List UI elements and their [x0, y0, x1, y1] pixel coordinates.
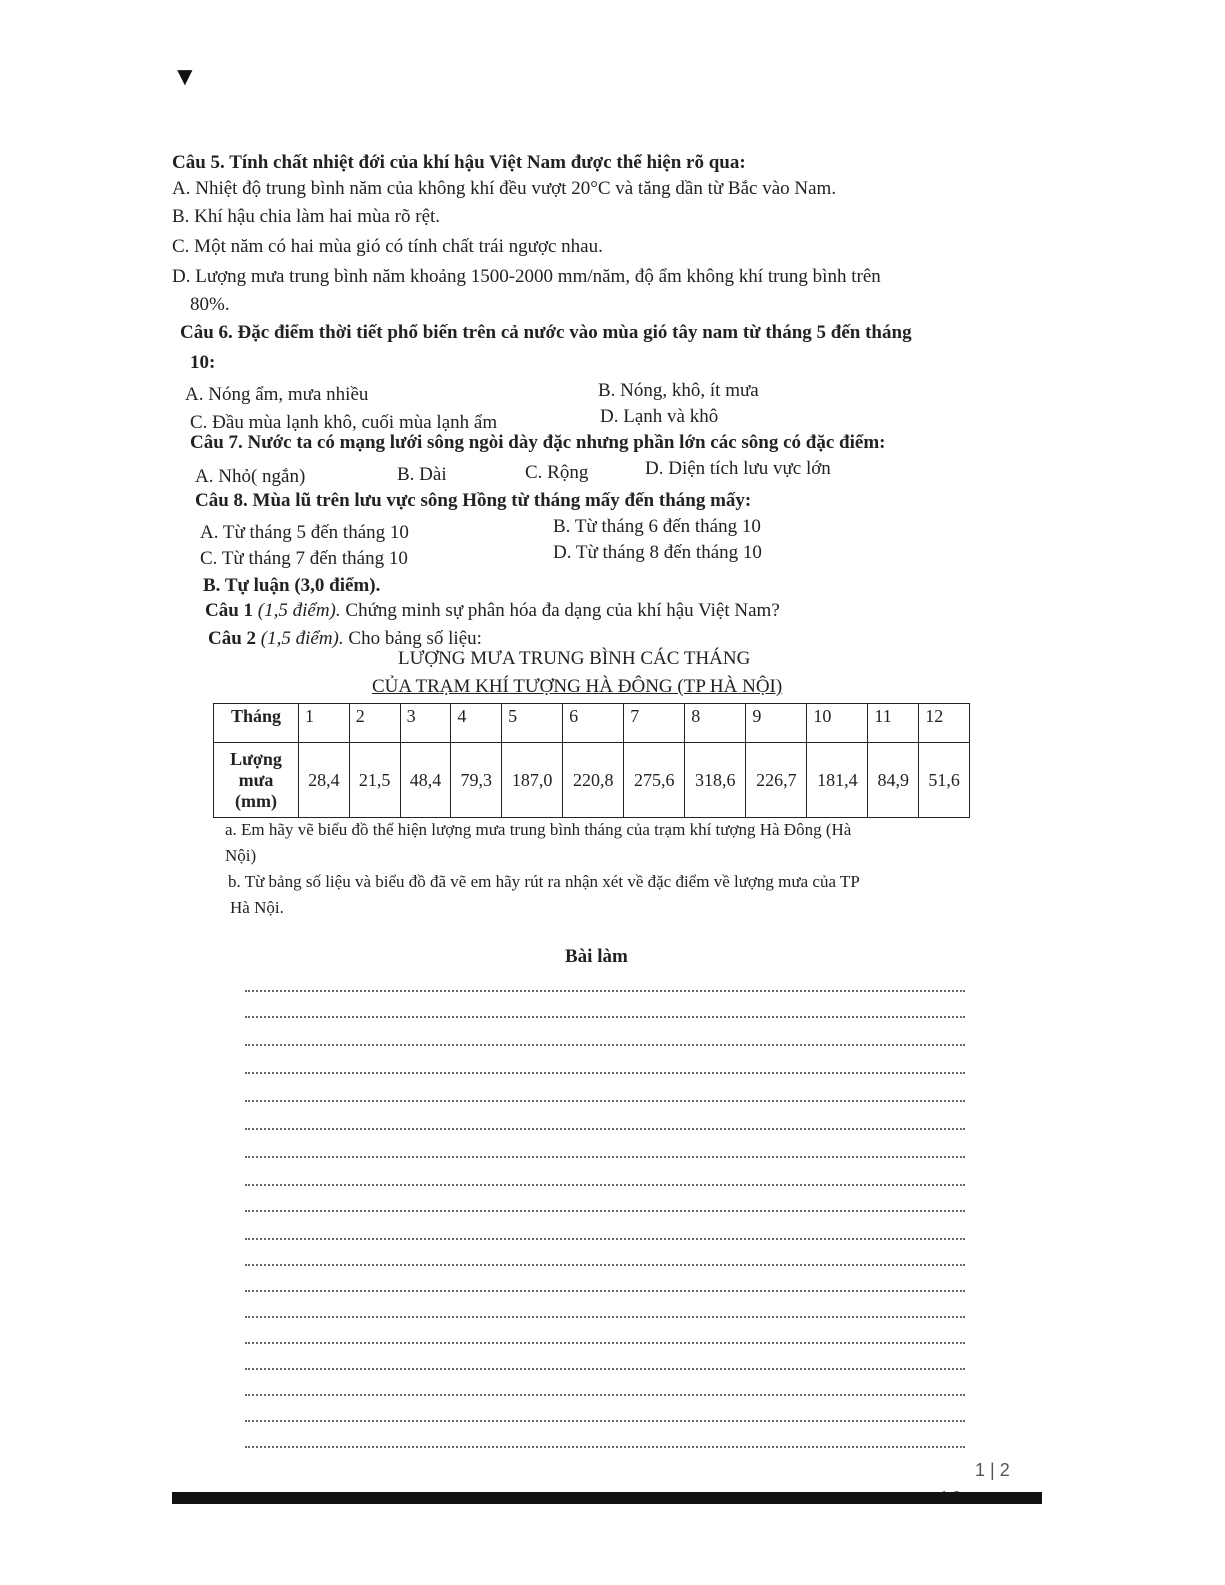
q5-option-a: A. Nhiệt độ trung bình năm của không khí đều vượt 20°C và tăng dần từ Bắc vào Nam.	[172, 178, 837, 199]
answer-line	[245, 1290, 965, 1292]
answer-line	[245, 1420, 965, 1422]
answer-line	[245, 1156, 965, 1158]
task-a-cont: Nội)	[225, 846, 257, 865]
rainfall-cell: 318,6	[685, 743, 746, 818]
rainfall-head-line-3: (mm)	[235, 790, 277, 811]
rainfall-cell: 226,7	[746, 743, 807, 818]
answer-line	[245, 1368, 965, 1370]
q5-option-b: B. Khí hậu chia làm hai mùa rõ rệt.	[172, 206, 441, 227]
rainfall-cell: 220,8	[563, 743, 624, 818]
essay-question-2	[208, 628, 482, 650]
rainfall-cell: 84,9	[868, 743, 919, 818]
rainfall-cell: 79,3	[451, 743, 502, 818]
rainfall-head-line-2: mưa	[238, 769, 274, 790]
table-row-months	[214, 704, 970, 743]
q8-option-a: A. Từ tháng 5 đến tháng 10	[200, 522, 409, 543]
month-cell: 2	[349, 704, 400, 743]
answer-line	[245, 1316, 965, 1318]
q6-option-a: A. Nóng ẩm, mưa nhiều	[185, 384, 369, 405]
q5-option-c: C. Một năm có hai mùa gió có tính chất trái ngược nhau.	[172, 236, 603, 257]
month-cell: 10	[807, 704, 868, 743]
essay-2-points: (1,5 điểm).	[260, 628, 344, 649]
q6-option-b: B. Nóng, khô, ít mưa	[598, 380, 759, 401]
answer-line	[245, 1184, 965, 1186]
bottom-scan-bar	[172, 1492, 1042, 1504]
q8-option-d: D. Từ tháng 8 đến tháng 10	[553, 542, 762, 563]
essay-1-label: Câu 1	[205, 600, 254, 621]
question-5: Câu 5. Tính chất nhiệt đới của khí hậu Việt Nam được thể hiện rõ qua:	[172, 152, 746, 173]
month-cell: 12	[919, 704, 970, 743]
question-6: Câu 6. Đặc điểm thời tiết phổ biến trên cả nước vào mùa gió tây nam từ tháng 5 đến tháng	[180, 322, 912, 343]
answer-line	[245, 1210, 965, 1212]
answer-line	[245, 1100, 965, 1102]
month-cell: 5	[502, 704, 563, 743]
essay-1-points: (1,5 điểm).	[257, 600, 341, 621]
task-b-cont: Hà Nội.	[230, 898, 284, 917]
answer-line	[245, 990, 965, 992]
table-header-rainfall	[214, 743, 299, 818]
table-title-line-2: CỦA TRẠM KHÍ TƯỢNG HÀ ĐÔNG (TP HÀ NỘI)	[372, 676, 783, 697]
page-number: 1 | 2	[975, 1460, 1010, 1480]
table-row-rainfall	[214, 743, 970, 818]
corner-mark: ▼	[172, 62, 198, 91]
month-cell: 11	[868, 704, 919, 743]
rainfall-table	[213, 703, 970, 818]
essay-2-text: Cho bảng số liệu:	[348, 628, 482, 649]
month-cell: 8	[685, 704, 746, 743]
rainfall-cell: 275,6	[624, 743, 685, 818]
month-cell: 7	[624, 704, 685, 743]
table-header-month: Tháng	[214, 704, 299, 743]
answer-line	[245, 1044, 965, 1046]
rainfall-head-line-1: Lượng	[230, 748, 282, 769]
answer-line	[245, 1342, 965, 1344]
month-cell: 3	[400, 704, 451, 743]
rainfall-cell: 187,0	[502, 743, 563, 818]
section-b-heading: B. Tự luận (3,0 điểm).	[203, 575, 381, 596]
q7-option-c: C. Rộng	[525, 462, 589, 483]
month-cell: 6	[563, 704, 624, 743]
rainfall-cell: 48,4	[400, 743, 451, 818]
q6-option-d: D. Lạnh và khô	[600, 406, 719, 427]
month-cell: 1	[299, 704, 350, 743]
answer-section-title: Bài làm	[565, 946, 628, 967]
month-cell: 9	[746, 704, 807, 743]
answer-line	[245, 1264, 965, 1266]
essay-2-label: Câu 2	[208, 628, 257, 649]
essay-1-text: Chứng minh sự phân hóa đa dạng của khí hậu Việt Nam?	[345, 600, 780, 621]
q5-option-d-cont: 80%.	[190, 294, 230, 315]
task-a: a. Em hãy vẽ biểu đồ thể hiện lượng mưa trung bình tháng của trạm khí tượng Hà Đông (Hà	[225, 820, 852, 839]
q7-option-a: A. Nhỏ( ngắn)	[195, 466, 306, 487]
rainfall-cell: 21,5	[349, 743, 400, 818]
rainfall-cell: 181,4	[807, 743, 868, 818]
task-b: b. Từ bảng số liệu và biểu đồ đã vẽ em hãy rút ra nhận xét về đặc điểm về lượng mưa của TP	[228, 872, 860, 891]
question-6-cont: 10:	[190, 352, 216, 373]
q6-option-c: C. Đầu mùa lạnh khô, cuối mùa lạnh ẩm	[190, 412, 498, 433]
answer-line	[245, 1446, 965, 1448]
answer-line	[245, 1394, 965, 1396]
q7-option-d: D. Diện tích lưu vực lớn	[645, 458, 831, 479]
answer-line	[245, 1072, 965, 1074]
rainfall-cell: 28,4	[299, 743, 350, 818]
q5-option-d: D. Lượng mưa trung bình năm khoảng 1500-2000 mm/năm, độ ẩm không khí trung bình trên	[172, 266, 881, 287]
rainfall-cell: 51,6	[919, 743, 970, 818]
answer-line	[245, 1238, 965, 1240]
q7-option-b: B. Dài	[397, 464, 447, 485]
question-7: Câu 7. Nước ta có mạng lưới sông ngòi dày đặc nhưng phần lớn các sông có đặc điểm:	[190, 432, 886, 453]
answer-line	[245, 1128, 965, 1130]
q8-option-b: B. Từ tháng 6 đến tháng 10	[553, 516, 761, 537]
question-8: Câu 8. Mùa lũ trên lưu vực sông Hồng từ tháng mấy đến tháng mấy:	[195, 490, 752, 511]
q8-option-c: C. Từ tháng 7 đến tháng 10	[200, 548, 408, 569]
table-title-line-1: LƯỢNG MƯA TRUNG BÌNH CÁC THÁNG	[398, 648, 751, 669]
essay-question-1	[205, 600, 780, 622]
month-cell: 4	[451, 704, 502, 743]
answer-line	[245, 1016, 965, 1018]
